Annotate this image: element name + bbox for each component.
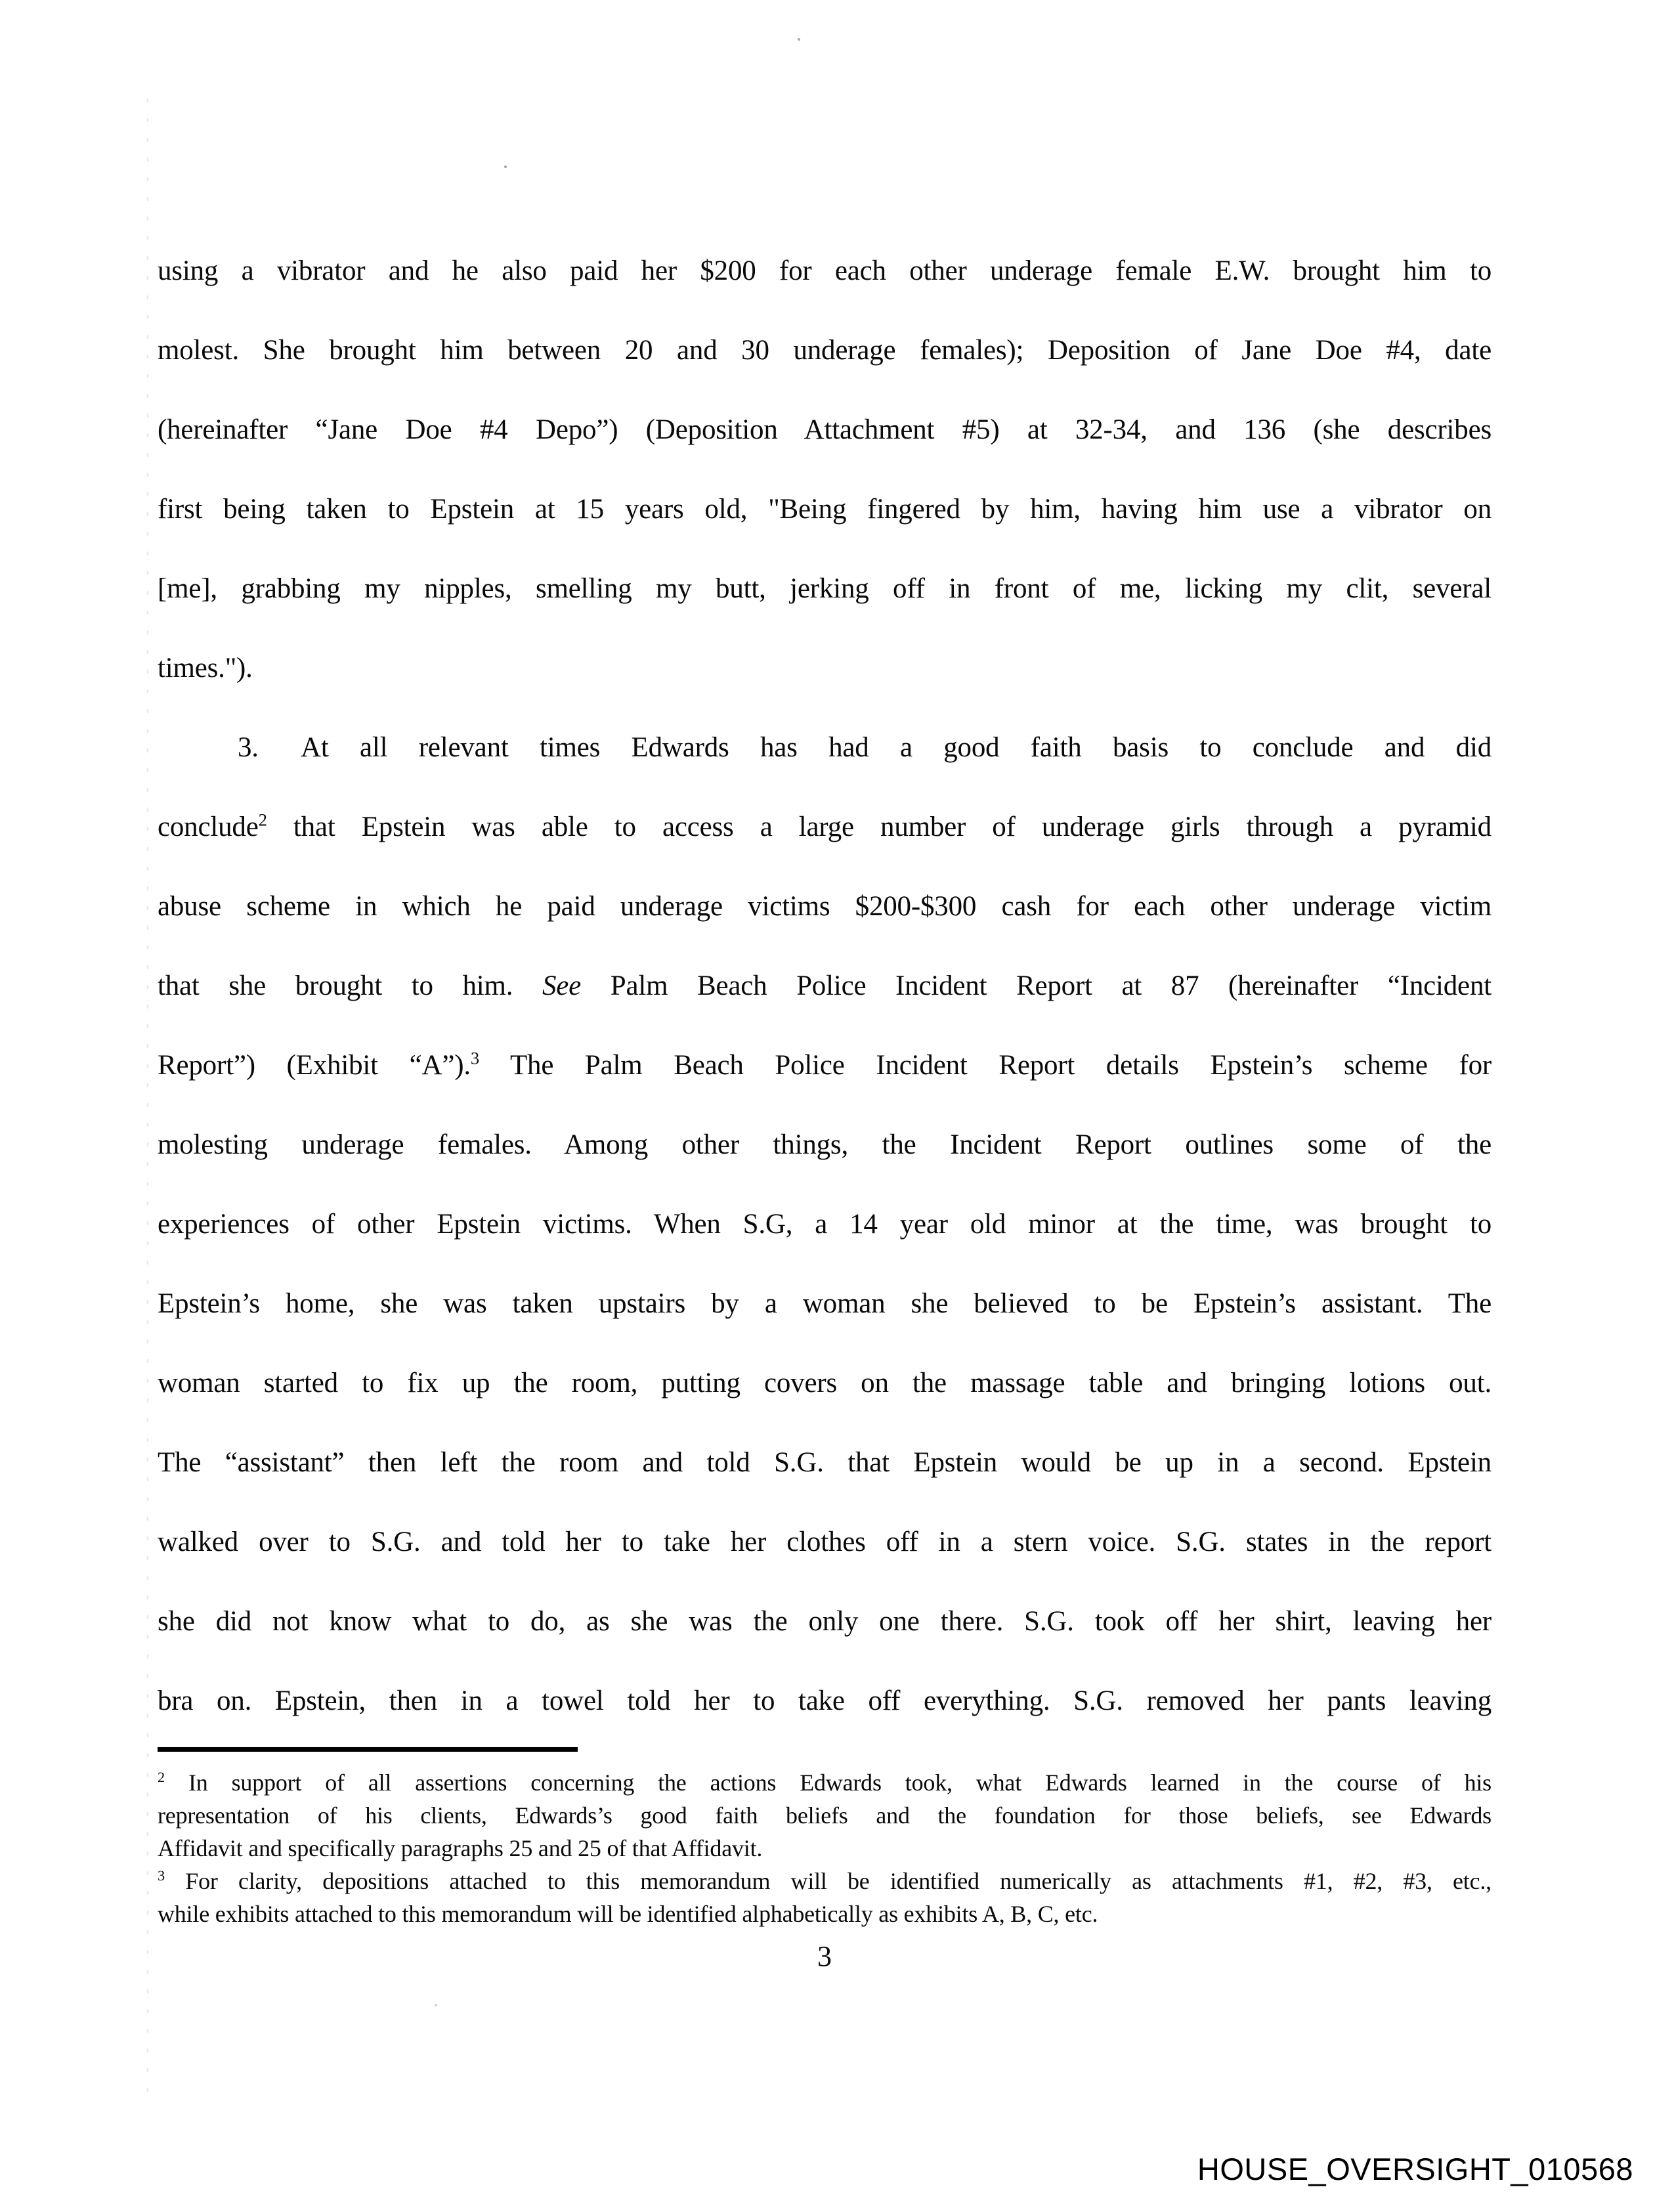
body-line [158, 787, 1492, 867]
footnote-2-line: Affidavit and specifically paragraphs 25 and 25 of that Affidavit. [158, 1835, 763, 1861]
body-line: (hereinafter “Jane Doe #4 Depo”) (Deposition Attachment #5) at 32-34, and 136 (she describes [158, 414, 1492, 445]
body-line: first being taken to Epstein at 15 years old, "Being fingered by him, having him use a vibrator on [158, 494, 1492, 525]
body-line: she did not know what to do, as she was the only one there. S.G. took off her shirt, leaving her [158, 1606, 1492, 1637]
footnote-text: In support of all assertions concerning the actions Edwards took, what Edwards learned in the course of his [188, 1769, 1492, 1796]
body-line: molesting underage females. Among other things, the Incident Report outlines some of the [158, 1129, 1492, 1160]
paragraph-number: 3. [238, 732, 259, 763]
body-line: The “assistant” then left the room and told S.G. that Epstein would be up in a second. Epstein [158, 1447, 1492, 1478]
body-line: experiences of other Epstein victims. When S.G, a 14 year old minor at the time, was brought to [158, 1209, 1492, 1240]
footnote-2-line [158, 1766, 1492, 1799]
page-number: 3 [817, 1940, 832, 1972]
footnote-2-marker: 2 [158, 1769, 165, 1785]
footnote-ref-3: 3 [470, 1048, 480, 1068]
body-text: conclude [158, 812, 259, 842]
scan-artifact-dot [504, 165, 507, 168]
body-line: molest. She brought him between 20 and 30 underage females); Deposition of Jane Doe #4, date [158, 335, 1492, 366]
footnote-3-line: while exhibits attached to this memorandum will be identified alphabetically as exhibits A, B, C, etc. [158, 1901, 1098, 1927]
body-line [158, 1026, 1492, 1105]
footnote-3-marker: 3 [158, 1867, 165, 1884]
body-line: Epstein’s home, she was taken upstairs by a woman she believed to be Epstein’s assistant. The [158, 1288, 1492, 1319]
footnotes [158, 1766, 1492, 1930]
body-text: Report”) (Exhibit “A”). [158, 1050, 471, 1081]
body-line: using a vibrator and he also paid her $200 for each other underage female E.W. brought him to [158, 255, 1492, 286]
scan-artifact-dot [435, 2004, 437, 2006]
footnote-2-line: representation of his clients, Edwards’s good faith beliefs and the foundation for those beliefs, see Edwards [158, 1802, 1492, 1829]
body-text: Palm Beach Police Incident Report at 87 (hereinafter “Incident [610, 970, 1492, 1001]
body-line [158, 946, 1492, 1026]
scan-artifact-dot [798, 38, 800, 41]
footnote-3-line [158, 1865, 1492, 1898]
body-line: times."). [158, 653, 253, 683]
body-line: woman started to fix up the room, putting covers on the massage table and bringing lotions out. [158, 1368, 1492, 1399]
body-text: that Epstein was able to access a large number of underage girls through a pyramid [293, 812, 1492, 842]
body-text: At all relevant times Edwards has had a good faith basis to conclude and did [301, 732, 1492, 763]
body-line: bra on. Epstein, then in a towel told her to take off everything. S.G. removed her pants leaving [158, 1685, 1492, 1716]
document-body [158, 231, 1492, 1973]
body-line-paragraph-3-start [158, 708, 1492, 787]
body-line: [me], grabbing my nipples, smelling my butt, jerking off in front of me, licking my clit, several [158, 573, 1492, 604]
bates-stamp-watermark: HOUSE_OVERSIGHT_010568 [1197, 2152, 1633, 2186]
footnote-separator [158, 1747, 578, 1752]
footnote-text: For clarity, depositions attached to this memorandum will be identified numerically as attachments #1, #2, #3, etc., [185, 1868, 1492, 1894]
see-citation-italic: See [542, 970, 582, 1001]
body-text: The Palm Beach Police Incident Report details Epstein’s scheme for [509, 1050, 1492, 1081]
body-text: that she brought to him. [158, 970, 513, 1001]
body-line: walked over to S.G. and told her to take her clothes off in a stern voice. S.G. states in the report [158, 1527, 1492, 1557]
scan-artifact-line [147, 98, 148, 2101]
footnote-ref-2: 2 [258, 810, 267, 830]
body-line: abuse scheme in which he paid underage victims $200-$300 cash for each other underage victim [158, 891, 1492, 922]
